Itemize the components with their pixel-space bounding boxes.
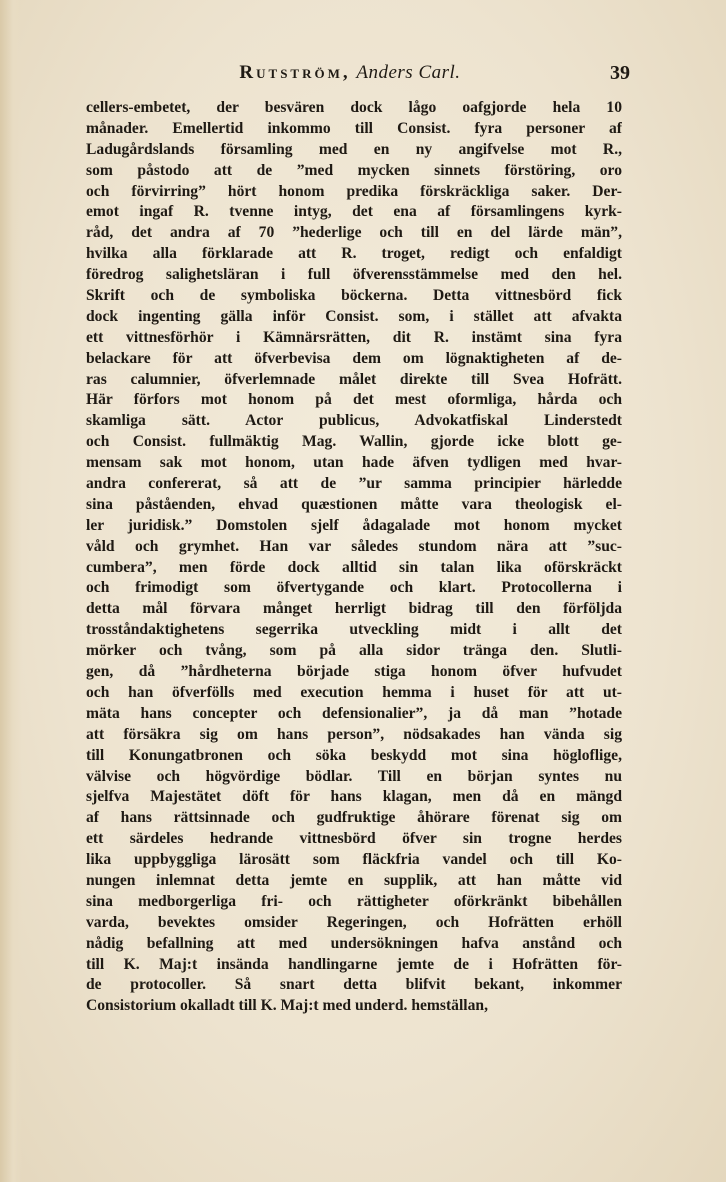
running-head [70,62,630,84]
text-line: ler juridisk.” Domstolen sjelf ådagalade mot honom mycket [86,516,622,534]
text-line: att försäkra sig om hans person”, nödsakades han vända sig [86,725,622,743]
text-line: våld och grymhet. Han var således stundom nära att ”suc- [86,537,622,555]
binding-edge [0,0,22,1182]
text-line: och han öfverfölls med execution hemma i huset för att ut- [86,683,622,701]
text-line: ett särdeles hedrande vittnesbörd öfver sin trogne herdes [86,830,622,848]
text-line: till K. Maj:t insända handlingarne jemte de i Hofrätten för- [86,955,622,973]
text-line: och förvirring” hört honom predika förskräckliga saker. Der- [86,182,622,200]
text-line: Ladugårdslands församling med en ny angifvelse mot R., [86,140,622,158]
text-line: Skrift och de symboliska böckerna. Detta vittnesbörd fick [86,287,622,305]
text-line: dock ingenting gälla inför Consist. som, i stället att afvakta [86,307,622,325]
text-line: sina påståenden, ehvad quæstionen måtte vara theologisk el- [86,495,622,513]
text-line: Consistorium okalladt till K. Maj:t med underd. hemställan, [86,997,488,1015]
text-line: varda, bevektes omsider Regeringen, och Hofrätten erhöll [86,913,622,931]
text-line: mäta hans concepter och defensionalier”, ja då man ”hotade [86,704,622,722]
text-line: cumbera”, men förde dock alltid sin talan lika oförskräckt [86,558,622,576]
text-line: skamliga sätt. Actor publicus, Advokatfiskal Linderstedt [86,412,622,430]
text-line: detta mål förvara månget herrligt bidrag till den förföljda [86,600,622,618]
text-line: månader. Emellertid inkommo till Consist. fyra personer af [86,119,622,137]
text-line: föredrog salighetsläran i full öfverensstämmelse med den hel. [86,266,622,284]
page-number: 39 [610,62,630,84]
text-line: nungen inlemnat detta jemte en supplik, att han måtte vid [86,871,622,889]
text-line: de protocoller. Så snart detta blifvit bekant, inkommer [86,976,622,994]
running-head-surname: Rutström, [239,62,351,83]
text-line: hvilka alla förklarade att R. troget, redigt och enfaldigt [86,245,622,263]
text-line: belackare för att öfverbevisa dem om lögnaktigheten af de- [86,349,622,367]
text-line: andra confererat, så att de ”ur samma principier härledde [86,475,622,493]
text-line: cellers-embetet, der besvären dock lågo oafgjorde hela 10 [86,99,622,116]
running-head-forename: Anders Carl. [356,62,461,83]
text-line: mensam sak mot honom, utan hade äfven tydligen med hvar- [86,454,622,472]
text-line: nådig befallning att med undersökningen hafva anstånd och [86,934,622,952]
text-line: emot ingaf R. tvenne intyg, det ena af församlingens kyrk- [86,203,622,221]
text-line: till Konungatbronen och söka beskydd mot sina högloflige, [86,746,622,764]
text-line: som påstodo att de ”med mycken sinnets förstöring, oro [86,161,622,179]
text-line: råd, det andra af 70 ”hederlige och till en del lärde män”, [86,224,622,242]
text-line: mörker och tvång, som på alla sidor tränga den. Slutli- [86,642,622,660]
text-line: ett vittnesförhör i Kämnärsrätten, dit R. instämt sina fyra [86,328,622,346]
text-line: lika uppbyggliga lärosätt som fläckfria vandel och till Ko- [86,851,622,869]
text-line: välvise och högvördige bödlar. Till en början syntes nu [86,767,622,785]
text-line: af hans rättsinnade och gudfruktige åhörare förenat sig om [86,809,622,827]
text-line: sjelfva Majestätet döft för hans klagan, men då en mängd [86,788,622,806]
text-line: Här förfors mot honom på det mest oformliga, hårda och [86,391,622,409]
text-line: sina medborgerliga fri- och rättigheter oförkränkt bibehållen [86,892,622,910]
text-line: ras calumnier, öfverlemnade målet direkte till Svea Hofrätt. [86,370,622,388]
body-text [86,98,622,1017]
text-line: och Consist. fullmäktig Mag. Wallin, gjorde icke blott ge- [86,433,622,451]
page-header [70,62,630,88]
text-line: trosståndaktighetens segerrika utveckling midt i allt det [86,621,622,639]
text-line: gen, då ”hårdheterna började stiga honom öfver hufvudet [86,663,622,681]
text-line: och frimodigt som öfvertygande och klart. Protocollerna i [86,579,622,597]
